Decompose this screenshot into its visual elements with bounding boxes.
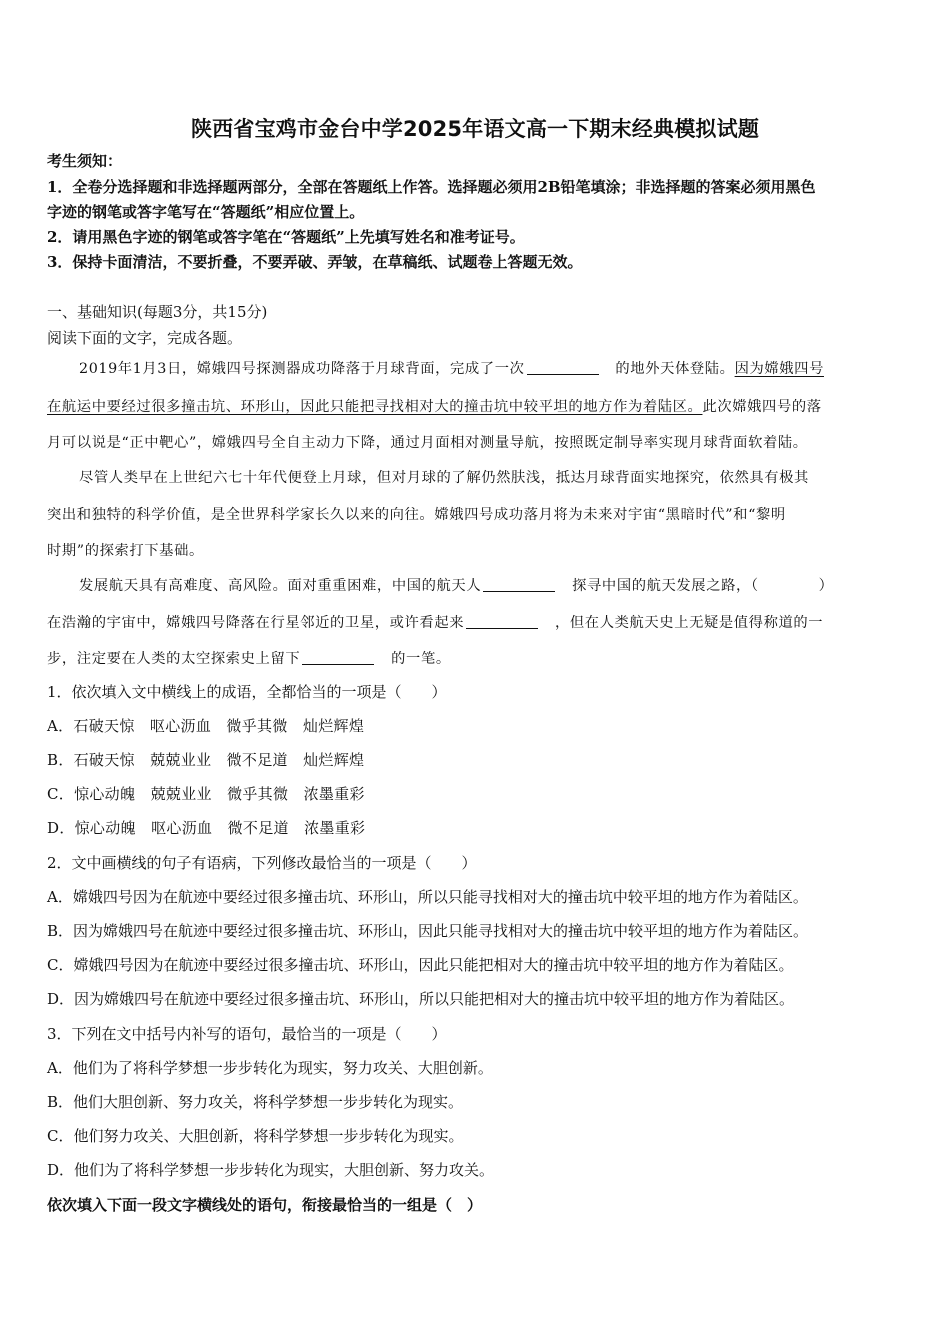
answer-option[interactable]: C．他们努力攻关、大胆创新，将科学梦想一步步转化为现实。 [47, 1127, 464, 1145]
passage-line: 尽管人类早在上世纪六七十年代便登上月球，但对月球的了解仍然肤浅，抵达月球背面实地探究，依然具有极其 [79, 470, 809, 486]
answer-option[interactable]: A．嫦娥四号因为在航迹中要经过很多撞击坑、环形山，所以只能寻找相对大的撞击坑中较平坦的地方作为着陆区。 [47, 888, 808, 906]
passage-line: 发展航天具有高难度、高风险。面对重重困难，中国的航天人 探寻中国的航天发展之路，（ ） [79, 578, 834, 594]
answer-option[interactable]: A．他们为了将科学梦想一步步转化为现实，努力攻关、大胆创新。 [47, 1059, 493, 1077]
answer-option[interactable]: B．石破天惊 兢兢业业 微不足道 灿烂辉煌 [47, 751, 365, 769]
passage-line: 在航运中要经过很多撞击坑、环形山，因此只能把寻找相对大的撞击坑中较平坦的地方作为着陆区。此次嫦娥四号的落 [47, 399, 822, 415]
fill-blank [466, 613, 538, 629]
question-stem: 3．下列在文中括号内补写的语句，最恰当的一项是（ ） [47, 1025, 447, 1043]
passage-line: 在浩瀚的宇宙中，嫦娥四号降落在行星邻近的卫星，或许看起来 ，但在人类航天史上无疑是值得称道的一 [47, 615, 824, 631]
answer-option[interactable]: C．嫦娥四号因为在航迹中要经过很多撞击坑、环形山，因此只能把相对大的撞击坑中较平坦的地方作为着陆区。 [47, 956, 794, 974]
answer-option[interactable]: D．惊心动魄 呕心沥血 微不足道 浓墨重彩 [47, 819, 366, 837]
fill-blank [483, 576, 555, 592]
section-heading: 一、基础知识(每题3分，共15分) [47, 303, 268, 321]
question-stem: 2．文中画横线的句子有语病，下列修改最恰当的一项是（ ） [47, 854, 477, 872]
passage-line: 2019年1月3日，嫦娥四号探测器成功降落于月球背面，完成了一次 的地外天体登陆。因为嫦娥四号 [79, 361, 824, 377]
notice-item: 2．请用黑色字迹的钢笔或答字笔在“答题纸”上先填写姓名和准考证号。 [47, 228, 525, 246]
passage-line: 月可以说是“正中靶心”，嫦娥四号全自主动力下降，通过月面相对测量导航，按照既定制导率实现月球背面软着陆。 [47, 435, 808, 451]
passage-line: 时期”的探索打下基础。 [47, 543, 204, 559]
underlined-sentence: 因为嫦娥四号 [734, 361, 824, 377]
passage-line: 步，注定要在人类的太空探索史上留下 的一笔。 [47, 651, 451, 667]
instruction-text: 阅读下面的文字，完成各题。 [47, 329, 243, 347]
notice-item: 3．保持卡面清洁，不要折叠，不要弄破、弄皱，在草稿纸、试题卷上答题无效。 [47, 253, 583, 271]
notice-item: 1．全卷分选择题和非选择题两部分，全部在答题纸上作答。选择题必须用2B铅笔填涂；非选择题的答案必须用黑色 [47, 178, 816, 196]
answer-option[interactable]: C．惊心动魄 兢兢业业 微乎其微 浓墨重彩 [47, 785, 365, 803]
page-title: 陕西省宝鸡市金台中学2025年语文高一下期末经典模拟试题 [190, 117, 760, 141]
underlined-sentence: 在航运中要经过很多撞击坑、环形山，因此只能把寻找相对大的撞击坑中较平坦的地方作为着陆区。 [47, 399, 703, 415]
question-stem: 1．依次填入文中横线上的成语，全都恰当的一项是（ ） [47, 683, 447, 701]
fill-blank [302, 649, 374, 665]
notice-heading: 考生须知： [47, 152, 123, 170]
answer-option[interactable]: D．他们为了将科学梦想一步步转化为现实，大胆创新、努力攻关。 [47, 1161, 495, 1179]
notice-item: 字迹的钢笔或答字笔写在“答题纸”相应位置上。 [47, 203, 365, 221]
answer-option[interactable]: B．因为嫦娥四号在航迹中要经过很多撞击坑、环形山，因此只能寻找相对大的撞击坑中较平坦的地方作为着陆区。 [47, 922, 809, 940]
answer-option[interactable]: D．因为嫦娥四号在航迹中要经过很多撞击坑、环形山，所以只能把相对大的撞击坑中较平坦的地方作为着陆区。 [47, 990, 795, 1008]
answer-option[interactable]: A．石破天惊 呕心沥血 微乎其微 灿烂辉煌 [47, 717, 365, 735]
fill-blank [527, 359, 599, 375]
question-stem: 依次填入下面一段文字横线处的语句，衔接最恰当的一组是（ ） [47, 1196, 483, 1214]
answer-option[interactable]: B．他们大胆创新、努力攻关，将科学梦想一步步转化为现实。 [47, 1093, 464, 1111]
passage-line: 突出和独特的科学价值，是全世界科学家长久以来的向往。嫦娥四号成功落月将为未来对宇宙“黑暗时代”和“黎明 [47, 507, 786, 523]
